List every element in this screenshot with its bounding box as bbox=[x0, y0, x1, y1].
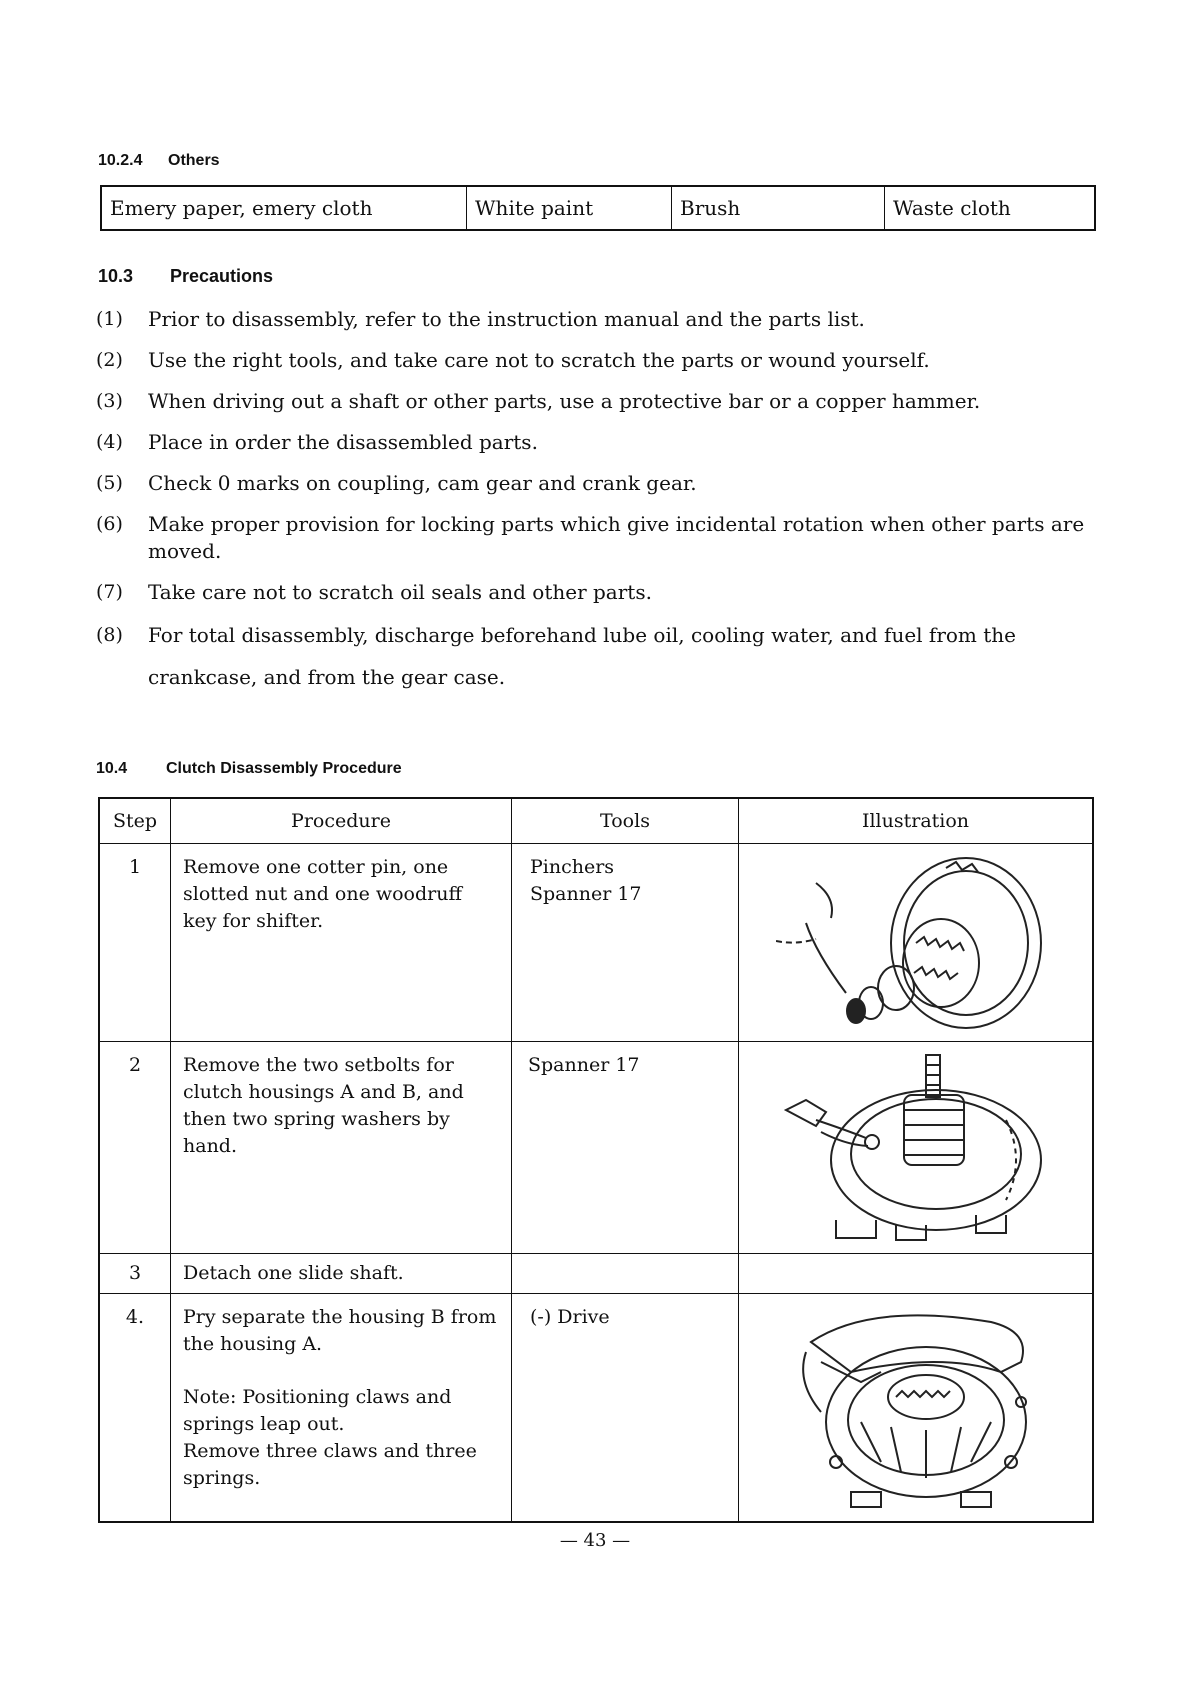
tool-item: (-) Drive bbox=[530, 1306, 610, 1328]
precaution-item bbox=[96, 306, 1096, 333]
page-number: — 43 — bbox=[559, 1530, 631, 1551]
precaution-text: Use the right tools, and take care not to scratch the parts or wound yourself. bbox=[148, 348, 930, 372]
others-heading bbox=[98, 152, 220, 170]
step-number: 2 bbox=[99, 1042, 171, 1254]
precaution-item bbox=[96, 614, 1096, 698]
procedure-text: Pry separate the housing B from the housing A. bbox=[183, 1306, 497, 1355]
clutch-number: 10.4 bbox=[96, 760, 128, 777]
precaution-text: Prior to disassembly, refer to the instruction manual and the parts list. bbox=[148, 307, 865, 331]
precaution-num: (1) bbox=[96, 308, 123, 330]
tool-item: Spanner 17 bbox=[528, 1054, 640, 1076]
precautions-heading bbox=[98, 266, 273, 287]
precautions-number: 10.3 bbox=[98, 266, 134, 286]
precaution-item bbox=[96, 429, 1096, 456]
others-item: Waste cloth bbox=[885, 186, 1096, 230]
precaution-text: When driving out a shaft or other parts, use a protective bar or a copper hammer. bbox=[148, 389, 981, 413]
precaution-text: Place in order the disassembled parts. bbox=[148, 430, 538, 454]
clutch-housing-setbolt-illustration bbox=[776, 1050, 1056, 1245]
step-number: 4. bbox=[99, 1294, 171, 1522]
procedure-text: Remove the two setbolts for clutch housings A and B, and then two spring washers by hand. bbox=[171, 1042, 512, 1254]
precaution-item bbox=[96, 347, 1096, 374]
tool-item: Pinchers bbox=[530, 856, 615, 878]
tool-item: Spanner 17 bbox=[530, 883, 642, 905]
header-procedure: Procedure bbox=[171, 798, 512, 844]
header-tools: Tools bbox=[512, 798, 739, 844]
precaution-num: (3) bbox=[96, 390, 123, 412]
precaution-item bbox=[96, 388, 1096, 415]
procedure-row bbox=[99, 1042, 1093, 1254]
others-title: Others bbox=[168, 152, 220, 169]
others-table bbox=[100, 185, 1096, 231]
procedure-row bbox=[99, 1294, 1093, 1522]
illustration-cell bbox=[739, 844, 1094, 1042]
procedure-row bbox=[99, 844, 1093, 1042]
others-item: Emery paper, emery cloth bbox=[101, 186, 467, 230]
illustration-cell bbox=[739, 1294, 1094, 1522]
tools-cell bbox=[512, 1254, 739, 1294]
tools-cell bbox=[512, 844, 739, 1042]
precaution-item bbox=[96, 579, 1096, 606]
housing-separation-illustration bbox=[791, 1302, 1041, 1512]
precaution-text: Check 0 marks on coupling, cam gear and crank gear. bbox=[148, 471, 697, 495]
precaution-text: For total disassembly, discharge beforehand lube oil, cooling water, and fuel from the crankcase, and from the gear case. bbox=[148, 623, 1017, 689]
procedure-text: Detach one slide shaft. bbox=[171, 1254, 512, 1294]
illustration-cell bbox=[739, 1254, 1094, 1294]
tools-cell bbox=[512, 1294, 739, 1522]
precautions-title: Precautions bbox=[170, 266, 274, 286]
illustration-cell bbox=[739, 1042, 1094, 1254]
tools-cell bbox=[512, 1042, 739, 1254]
procedure-table bbox=[98, 797, 1094, 1523]
others-item: White paint bbox=[467, 186, 672, 230]
procedure-text: Remove one cotter pin, one slotted nut and one woodruff key for shifter. bbox=[171, 844, 512, 1042]
procedure-note: Remove three claws and three springs. bbox=[183, 1440, 477, 1489]
precaution-num: (5) bbox=[96, 472, 123, 494]
precaution-num: (7) bbox=[96, 581, 123, 603]
precaution-item bbox=[96, 511, 1096, 565]
clutch-title: Clutch Disassembly Procedure bbox=[166, 760, 402, 777]
precaution-num: (4) bbox=[96, 431, 123, 453]
clutch-heading bbox=[96, 760, 402, 778]
procedure-header-row bbox=[99, 798, 1093, 844]
others-item: Brush bbox=[672, 186, 885, 230]
procedure-cell bbox=[171, 1294, 512, 1522]
header-step: Step bbox=[99, 798, 171, 844]
precaution-num: (6) bbox=[96, 513, 123, 535]
precaution-text: Take care not to scratch oil seals and other parts. bbox=[148, 580, 652, 604]
precaution-num: (2) bbox=[96, 349, 123, 371]
step-number: 3 bbox=[99, 1254, 171, 1294]
precaution-item bbox=[96, 470, 1096, 497]
clutch-shifter-illustration bbox=[776, 853, 1056, 1033]
precautions-list bbox=[96, 306, 1096, 712]
procedure-row bbox=[99, 1254, 1093, 1294]
procedure-note: Note: Positioning claws and springs leap out. bbox=[183, 1386, 452, 1435]
precaution-text: Make proper provision for locking parts which give incidental rotation when other parts are moved. bbox=[148, 512, 1085, 563]
precaution-num: (8) bbox=[96, 624, 123, 646]
header-illustration: Illustration bbox=[739, 798, 1094, 844]
others-number: 10.2.4 bbox=[98, 152, 143, 169]
step-number: 1 bbox=[99, 844, 171, 1042]
